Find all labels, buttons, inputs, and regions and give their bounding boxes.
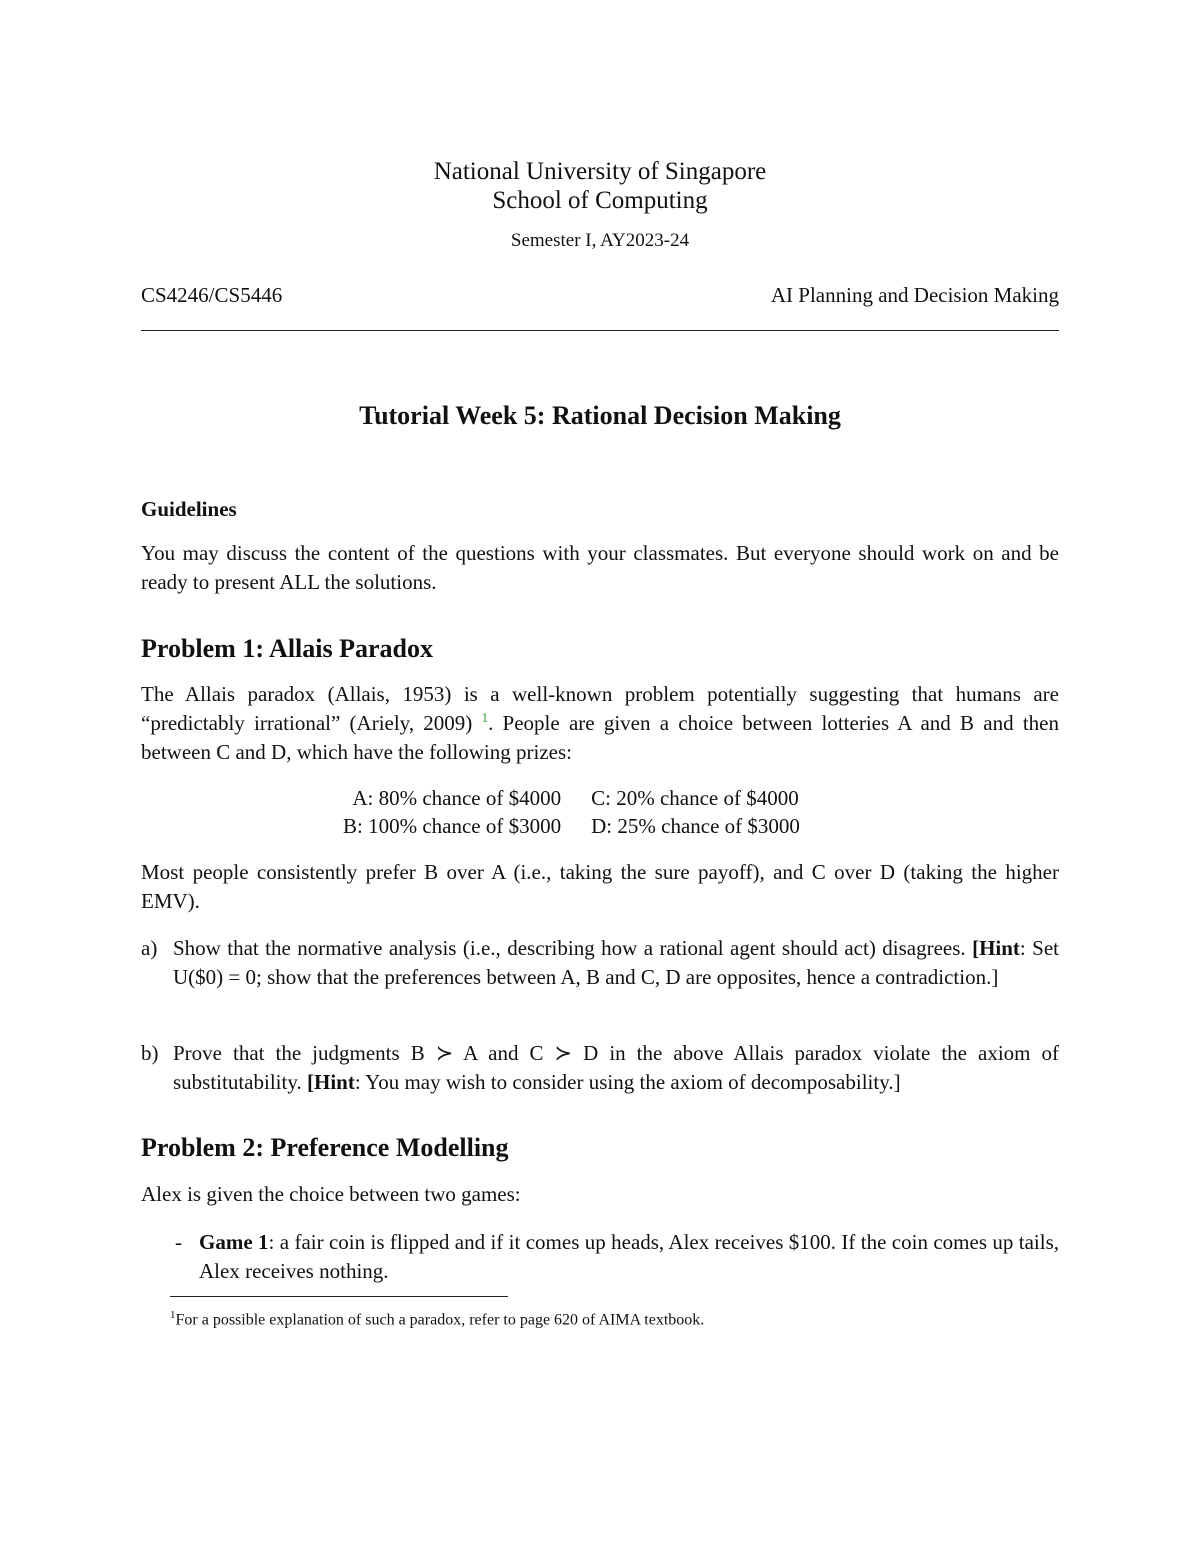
part-a-hint-open: [	[972, 936, 980, 960]
game1-item	[141, 1228, 1059, 1286]
part-b-marker: b)	[141, 1041, 159, 1065]
game1-label: Game 1	[199, 1230, 269, 1254]
problem1-intro-before: The Allais paradox (Allais, 1953) is a well-known problem potentially suggesting that humans are “predictably irrational” (Ariely, 2009)	[141, 682, 1059, 735]
lottery-b: B: 100% chance of $3000	[343, 814, 562, 838]
footnote-reference[interactable]: 1	[481, 710, 489, 725]
university-name: National University of Singapore	[433, 158, 767, 185]
footnote-text: For a possible explanation of such a paradox, refer to page 620 of AIMA textbook.	[175, 1311, 705, 1329]
part-b-text: Prove that the judgments B ≻ A and C ≻ D in the above Allais paradox violate the axiom of substitutability.	[173, 1041, 1059, 1094]
part-a-text: Show that the normative analysis (i.e., describing how a rational agent should act) disagrees.	[173, 936, 966, 960]
problem1-intro-after: . People are given a choice between lotteries A and B and then between C and D, which have the following prizes:	[141, 711, 1060, 764]
guidelines-text: You may discuss the content of the questions with your classmates. But everyone should work on and be ready to present ALL the solutions.	[141, 541, 1059, 594]
problem1-heading: Problem 1: Allais Paradox	[141, 634, 434, 663]
game1-bullet: -	[175, 1230, 182, 1254]
lottery-row	[343, 812, 800, 840]
part-a-hint-text: : Set U($0) = 0; show that the preferences between A, B and C, D are opposites, hence a contradiction.]	[173, 936, 1060, 989]
problem1-part-a	[141, 934, 1059, 992]
problem2-heading: Problem 2: Preference Modelling	[141, 1133, 509, 1162]
footnote-number: 1	[170, 1309, 176, 1321]
lottery-table	[343, 784, 800, 840]
lottery-d: D: 25% chance of $3000	[591, 814, 800, 838]
part-b-hint-label: Hint	[313, 1070, 355, 1094]
course-code: CS4246/CS5446	[141, 283, 283, 307]
part-a-marker: a)	[141, 936, 158, 960]
problem1-after-table: Most people consistently prefer B over A (i.e., taking the sure payoff), and C over D (taking the higher EMV).	[141, 860, 1059, 913]
course-name: AI Planning and Decision Making	[770, 283, 1059, 307]
guidelines-heading: Guidelines	[141, 497, 237, 521]
school-name: School of Computing	[492, 187, 708, 214]
page-title: Tutorial Week 5: Rational Decision Making	[359, 401, 841, 430]
lottery-c: C: 20% chance of $4000	[591, 786, 799, 810]
semester-label: Semester I, AY2023-24	[510, 230, 690, 251]
problem1-part-b	[141, 1039, 1059, 1097]
part-a-hint-label: Hint	[979, 936, 1020, 960]
part-b-hint-open: [	[306, 1070, 314, 1094]
footnote	[170, 1304, 704, 1331]
problem2-intro: Alex is given the choice between two games:	[141, 1182, 521, 1206]
problem1-intro	[141, 680, 1059, 767]
part-b-hint-text: : You may wish to consider using the axiom of decomposability.]	[354, 1070, 901, 1094]
lottery-a: A: 80% chance of $4000	[352, 786, 562, 810]
header-divider	[141, 330, 1059, 331]
footnote-divider	[170, 1296, 508, 1297]
lottery-row	[343, 784, 800, 812]
game1-text: : a fair coin is flipped and if it comes up heads, Alex receives $100. If the coin comes up tails, Alex receives nothing.	[199, 1230, 1059, 1283]
